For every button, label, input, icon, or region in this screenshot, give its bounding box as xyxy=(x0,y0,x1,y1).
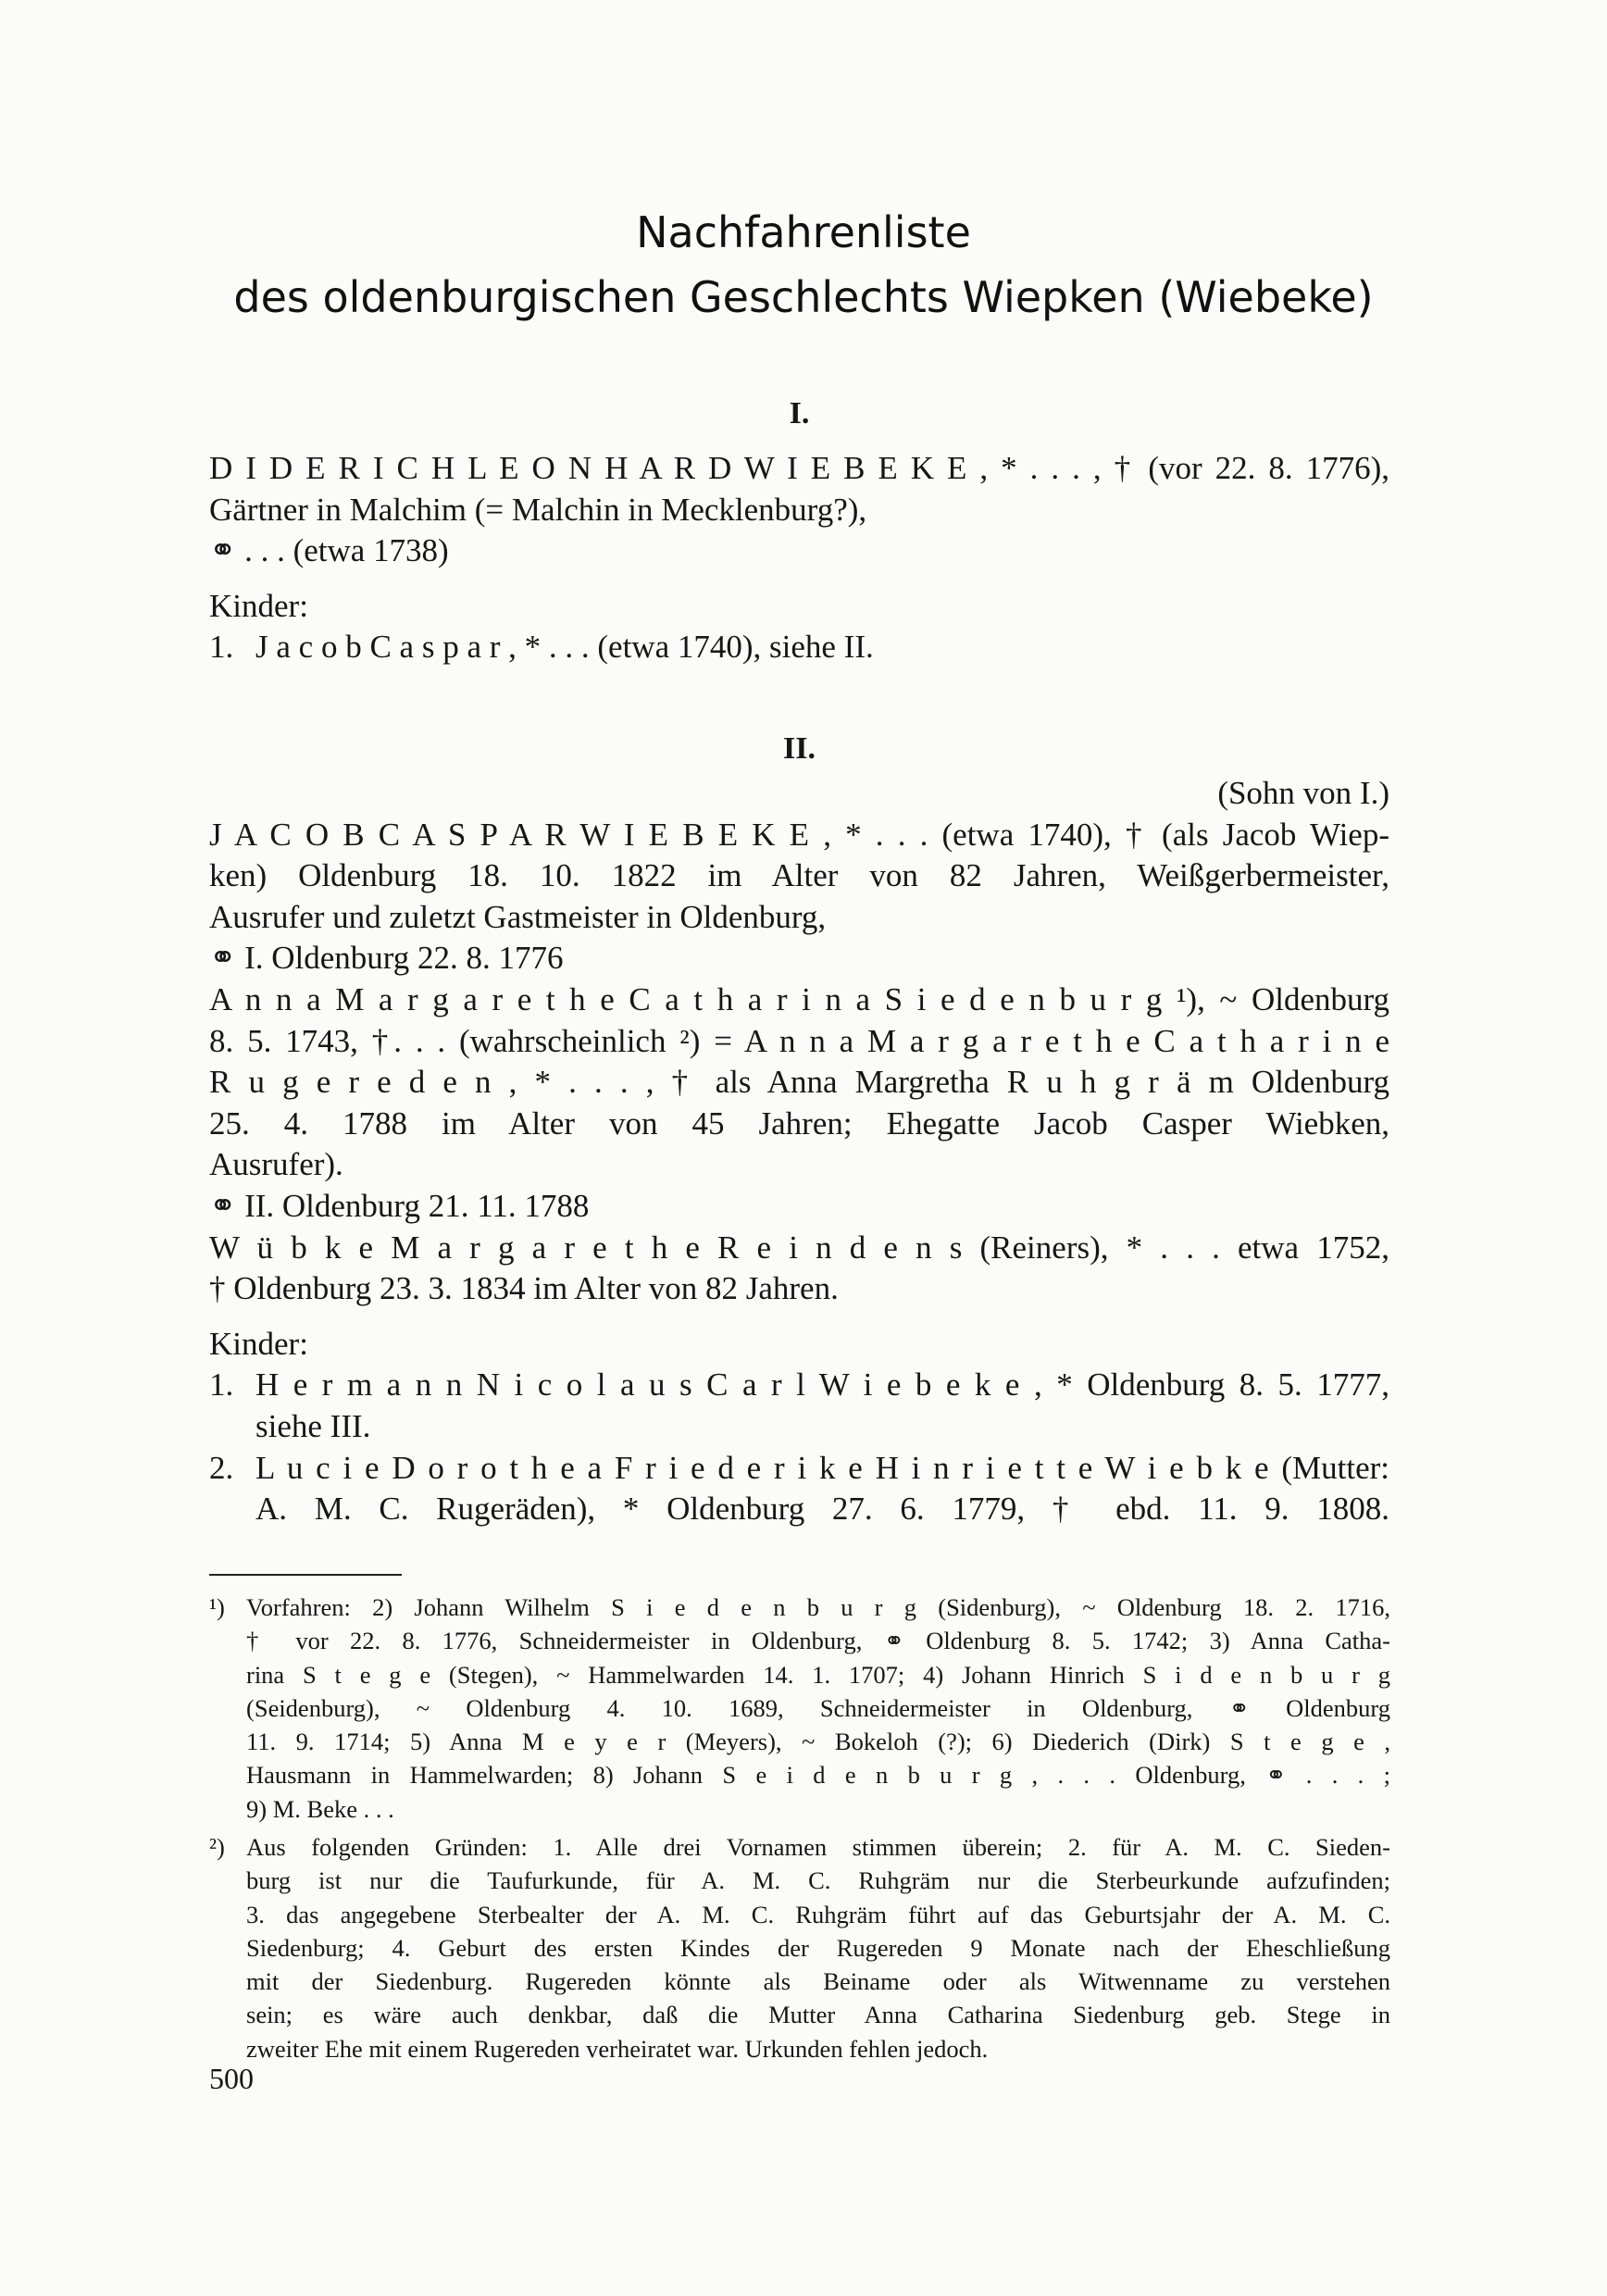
footnote-line: burg ist nur die Taufurkunde, für A. M. C. Ruhgräm nur die Sterbeurkunde aufzufinden; xyxy=(246,1866,1390,1895)
section-1-body xyxy=(209,448,1389,668)
section-2-line: ⚭ I. Oldenburg 22. 8. 1776 xyxy=(209,940,564,977)
section-2-line: J A C O B C A S P A R W I E B E K E , * . . . (etwa 1740), † (als Jacob Wiep- xyxy=(209,816,1389,853)
footnote-1 xyxy=(209,1591,1390,1826)
section-2-line: W ü b k e M a r g a r e t h e R e i n d e n s (Reiners), * . . . etwa 1752, xyxy=(209,1229,1389,1266)
footnote-line: 3. das angegebene Sterbealter der A. M. C. Ruhgräm führt auf das Geburtsjahr der A. M. C. xyxy=(246,1900,1390,1928)
child-entry xyxy=(209,1365,1389,1406)
child-entry-continuation: A. M. C. Rugeräden), * Oldenburg 27. 6. 1779, † ebd. 11. 9. 1808. xyxy=(255,1491,1389,1528)
section-2-line: † Oldenburg 23. 3. 1834 im Alter von 82 Jahren. xyxy=(209,1270,839,1307)
section-1-line: Gärtner in Malchim (= Malchin in Mecklenburg?), xyxy=(209,491,867,528)
child-entry xyxy=(209,627,1389,668)
section-2-line: ⚭ II. Oldenburg 21. 11. 1788 xyxy=(209,1187,590,1224)
section-2-line: 25. 4. 1788 im Alter von 45 Jahren; Ehegatte Jacob Casper Wiebken, xyxy=(209,1104,1389,1142)
footnote-line xyxy=(209,1830,1390,1864)
page-number: 500 xyxy=(209,2062,254,2095)
footnote-line: † vor 22. 8. 1776, Schneidermeister in Oldenburg, ⚭ Oldenburg 8. 5. 1742; 3) Anna Catha- xyxy=(246,1627,1390,1655)
footnote-line xyxy=(209,1591,1390,1624)
section-numeral-1: I. xyxy=(789,396,810,430)
section-numeral-2: II. xyxy=(783,731,816,766)
children-label: Kinder: xyxy=(209,587,308,624)
footnote-line: zweiter Ehe mit einem Rugereden verheiratet war. Urkunden fehlen jedoch. xyxy=(246,2034,989,2063)
child-number: 1. xyxy=(209,629,234,666)
section-1-line: ⚭ . . . (etwa 1738) xyxy=(209,532,449,569)
footnote-mark: ²) xyxy=(209,1833,225,1861)
section-2-line: A n n a M a r g a r e t h e C a t h a r i n a S i e d e n b u r g ¹), ~ Oldenburg xyxy=(209,980,1389,1017)
footnote-divider xyxy=(209,1574,402,1576)
footnote-line: 9) M. Beke . . . xyxy=(246,1794,394,1823)
footnote-line: Hausmann in Hammelwarden; 8) Johann S e i d e n b u r g , . . . Oldenburg, ⚭ . . . ; xyxy=(246,1761,1390,1790)
child-text: L u c i e D o r o t h e a F r i e d e r i k e H i n r i e t t e W i e b k e (Mutter: xyxy=(255,1449,1389,1486)
footnote-text: Aus folgenden Gründen: 1. Alle drei Vornamen stimmen überein; 2. für A. M. C. Sieden- xyxy=(246,1833,1390,1861)
child-entry xyxy=(209,1448,1389,1490)
footnote-line: sein; es wäre auch denkbar, daß die Mutter Anna Catharina Siedenburg geb. Stege in xyxy=(246,2001,1390,2029)
footnote-mark: ¹) xyxy=(209,1593,225,1621)
page-subtitle: des oldenburgischen Geschlechts Wiepken (Wiebeke) xyxy=(233,272,1374,322)
child-text: J a c o b C a s p a r , * . . . (etwa 1740), siehe II. xyxy=(255,629,874,666)
footnote-line: mit der Siedenburg. Rugereden könnte als Beiname oder als Witwenname zu verstehen xyxy=(246,1967,1390,1996)
child-text: H e r m a n n N i c o l a u s C a r l W i e b e k e , * Oldenburg 8. 5. 1777, xyxy=(255,1366,1389,1404)
footnote-line: rina S t e g e (Stegen), ~ Hammelwarden 14. 1. 1707; 4) Johann Hinrich S i d e n b u r g xyxy=(246,1660,1390,1689)
children-label: Kinder: xyxy=(209,1325,308,1362)
section-2-line: Ausrufer und zuletzt Gastmeister in Oldenburg, xyxy=(209,898,827,935)
footnote-line: (Seidenburg), ~ Oldenburg 4. 10. 1689, Schneidermeister in Oldenburg, ⚭ Oldenburg xyxy=(246,1693,1390,1722)
child-number: 1. xyxy=(209,1366,234,1404)
footnote-line: 11. 9. 1714; 5) Anna M e y e r (Meyers), ~ Bokeloh (?); 6) Diederich (Dirk) S t e g e , xyxy=(246,1728,1390,1756)
footnote-text: Vorfahren: 2) Johann Wilhelm S i e d e n b u r g (Sidenburg), ~ Oldenburg 18. 2. 1716, xyxy=(246,1593,1390,1621)
section-2-line: 8. 5. 1743, †. . . (wahrscheinlich ²) = A n n a M a r g a r e t h e C a t h a r i n e xyxy=(209,1022,1389,1059)
page-title: Nachfahrenliste xyxy=(636,207,971,257)
child-entry-continuation: siehe III. xyxy=(255,1407,371,1444)
section-2-body xyxy=(209,773,1389,1530)
section-2-line: ken) Oldenburg 18. 10. 1822 im Alter von 82 Jahren, Weißgerbermeister, xyxy=(209,857,1389,894)
section-2-line: R u g e r e d e n , * . . . , † als Anna Margretha R u h g r ä m Oldenburg xyxy=(209,1064,1389,1101)
footnote-2 xyxy=(209,1830,1390,2065)
section-1-line: D I D E R I C H L E O N H A R D W I E B E K E , * . . . , † (vor 22. 8. 1776), xyxy=(209,450,1389,486)
section-2-line: Ausrufer). xyxy=(209,1146,343,1183)
parent-note: (Sohn von I.) xyxy=(1217,775,1389,811)
footnote-line: Siedenburg; 4. Geburt des ersten Kindes der Rugereden 9 Monate nach der Eheschließung xyxy=(246,1933,1390,1962)
child-number: 2. xyxy=(209,1449,234,1486)
